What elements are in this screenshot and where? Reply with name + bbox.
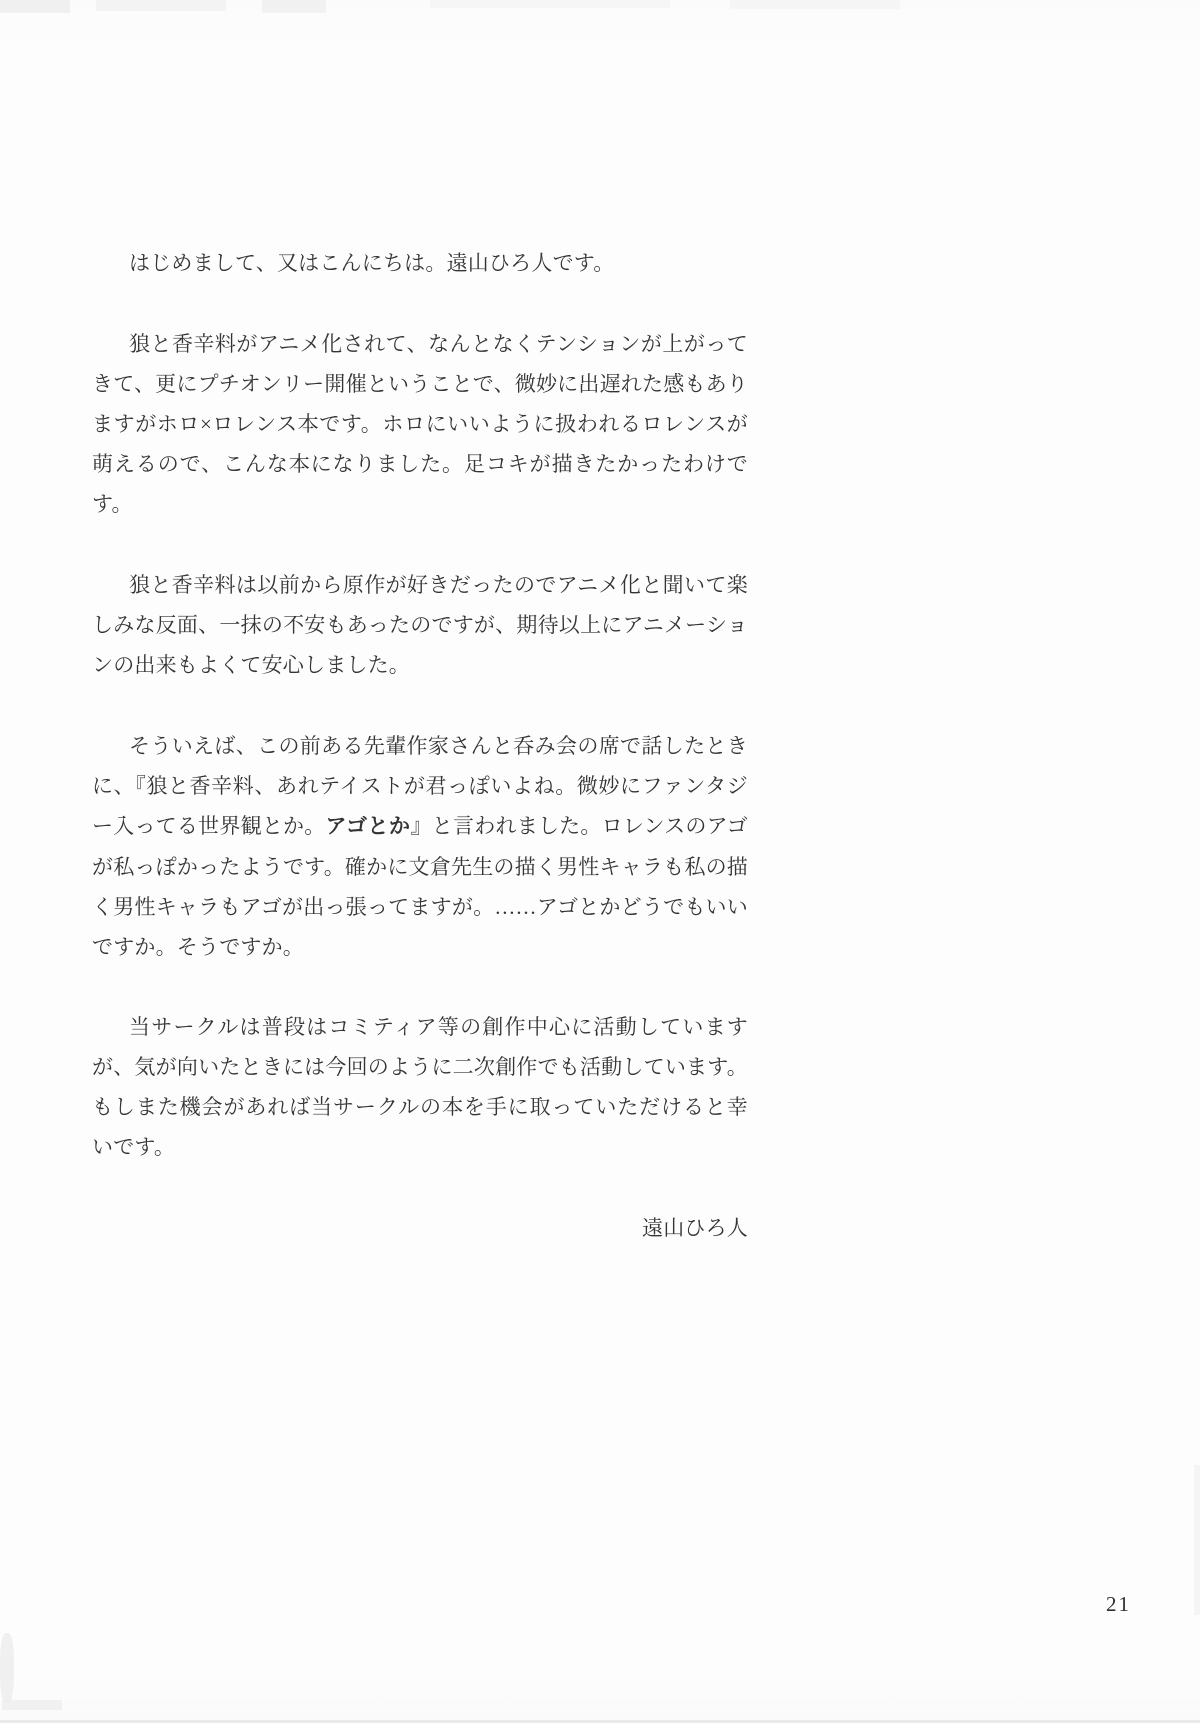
afterword-text-block <box>92 243 748 1248</box>
afterword-paragraph-anecdote <box>92 726 748 967</box>
paragraph-text: 狼と香辛料は以前から原作が好きだったのでアニメ化と聞いて楽しみな反面、一抹の不安もあったのですが、期待以上にアニメーションの出来もよくて安心しました。 <box>92 573 748 677</box>
paragraph-text: 当サークルは普段はコミティア等の創作中心に活動していますが、気が向いたときには今回のように二次創作でも活動しています。もしまた機会があれば当サークルの本を手に取っていただけると幸いです。 <box>92 1015 748 1159</box>
author-signature: 遠山ひろ人 <box>642 1216 748 1240</box>
paragraph-text: 狼と香辛料がアニメ化されて、なんとなくテンションが上がってきて、更にプチオンリー開催ということで、微妙に出遅れた感もありますがホロ×ロレンス本です。ホロにいいように扱われるロレンスが萌えるので、こんな本になりました。足コキが描きたかったわけです。 <box>92 332 748 516</box>
scan-artifact <box>262 0 326 13</box>
afterword-paragraph-original-work <box>92 565 748 686</box>
scan-artifact <box>730 0 900 9</box>
afterword-paragraph-greeting <box>92 243 748 284</box>
scan-artifact <box>2 1700 62 1710</box>
paragraph-text: 』と言われました。ロレンスのアゴが私っぽかったようです。確かに文倉先生の描く男性キャラも私の描く男性キャラもアゴが出っ張ってますが。……アゴとかどうでもいいですか。そうですか。 <box>92 814 748 959</box>
scan-artifact <box>0 1633 14 1703</box>
scan-artifact <box>1194 1465 1200 1615</box>
afterword-paragraph-circle-info <box>92 1007 748 1168</box>
scan-artifact <box>96 0 226 11</box>
paragraph-text: そういえば、この前ある先輩作家さんと呑み会の席で話したときに、『狼と香辛料、あれテイストが君っぽいよね。微妙にファンタジー入ってる世界観とか。 <box>92 734 748 838</box>
scan-artifact <box>0 0 70 13</box>
paragraph-text: はじめまして、又はこんにちは。遠山ひろ人です。 <box>129 251 615 275</box>
page-number: 21 <box>1106 1592 1131 1616</box>
scan-artifact <box>430 0 670 8</box>
paragraph-bold-text: アゴとか <box>325 815 411 838</box>
afterword-paragraph-anime <box>92 324 748 525</box>
